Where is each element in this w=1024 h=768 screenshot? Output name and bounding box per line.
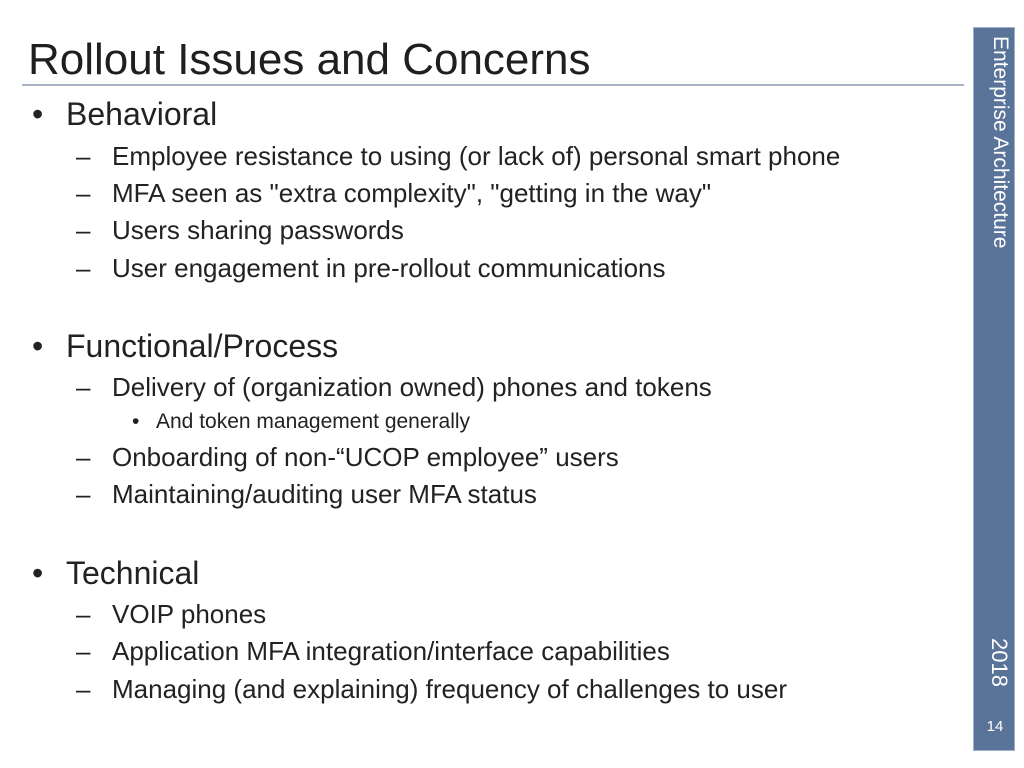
bullet-marker: • (132, 410, 140, 433)
dash-marker: – (76, 599, 91, 629)
list-item-text: Managing (and explaining) frequency of challenges to user (112, 674, 787, 704)
bullet-marker: • (32, 555, 44, 591)
dash-marker: – (76, 372, 91, 402)
dash-marker: – (76, 674, 91, 704)
section-heading-text: Functional/Process (66, 328, 339, 364)
dash-marker: – (76, 636, 91, 666)
slide-title: Rollout Issues and Concerns (28, 35, 591, 84)
list-item-text: VOIP phones (112, 599, 267, 629)
dash-marker: – (76, 479, 91, 509)
page-number: 14 (986, 718, 1004, 735)
list-item-text: MFA seen as "extra complexity", "getting in the way" (112, 178, 712, 208)
list-item-text: Application MFA integration/interface capabilities (112, 636, 670, 666)
dash-marker: – (76, 442, 91, 472)
list-item-text: Onboarding of non-“UCOP employee” users (112, 442, 619, 472)
list-item-text: User engagement in pre-rollout communications (112, 253, 666, 283)
dash-marker: – (76, 253, 91, 283)
sidebar-label: Enterprise Architecture (989, 36, 1012, 249)
sub-list-item-text: And token management generally (156, 410, 471, 433)
list-item-text: Delivery of (organization owned) phones and tokens (112, 372, 712, 402)
dash-marker: – (76, 178, 91, 208)
sidebar-band (973, 27, 1015, 751)
list-item-text: Employee resistance to using (or lack of) personal smart phone (112, 141, 841, 171)
title-divider (22, 84, 964, 86)
dash-marker: – (76, 141, 91, 171)
list-item-text: Maintaining/auditing user MFA status (112, 479, 537, 509)
bullet-marker: • (32, 328, 44, 364)
list-item-text: Users sharing passwords (112, 215, 404, 245)
dash-marker: – (76, 215, 91, 245)
bullet-marker: • (32, 96, 44, 132)
section-heading-text: Behavioral (66, 96, 218, 132)
sidebar-year: 2018 (987, 638, 1012, 687)
section-heading-text: Technical (66, 555, 200, 591)
